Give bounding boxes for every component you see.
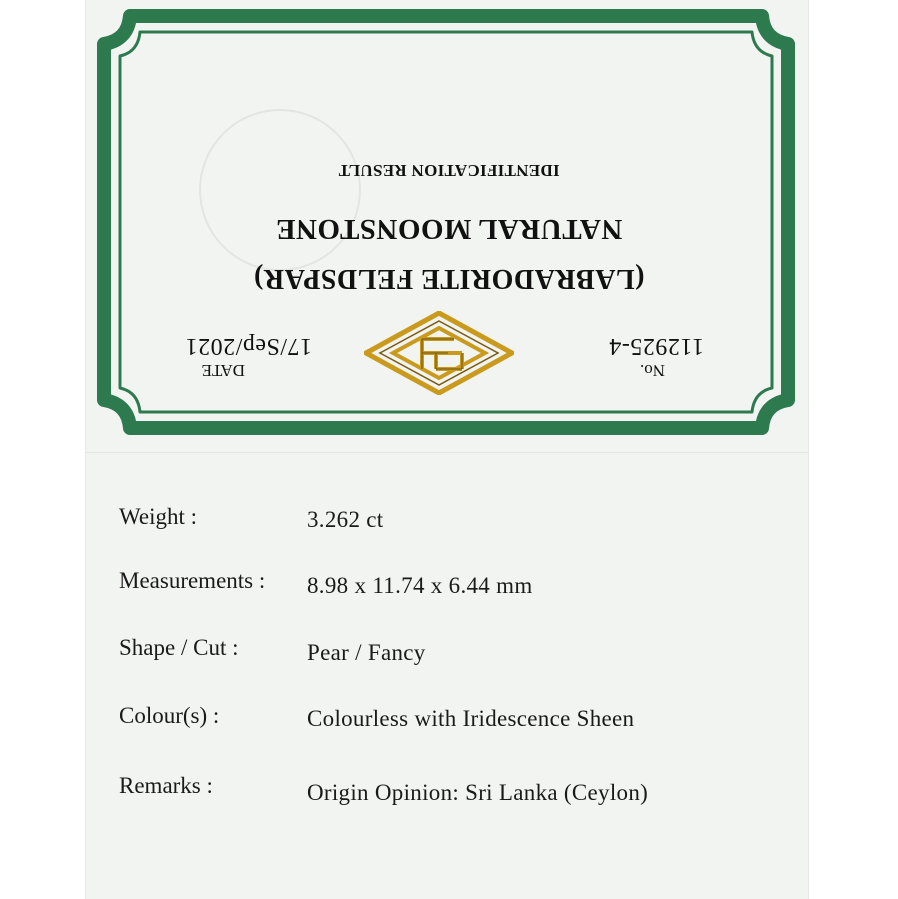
certificate-date: 17/Sep/2021 (185, 333, 312, 359)
laboratory-logo (364, 311, 514, 395)
colours-value: Colourless with Iridescence Sheen (307, 706, 635, 731)
colours-label: Colour(s) : (119, 703, 220, 728)
measurements-value: 8.98 x 11.74 x 6.44 mm (307, 573, 533, 598)
remarks-value: Origin Opinion: Sri Lanka (Ceylon) (307, 780, 649, 805)
certificate-number: 112925-4 (608, 333, 704, 359)
weight-label: Weight : (119, 504, 197, 529)
measurements-label: Measurements : (119, 568, 266, 593)
weight-value: 3.262 ct (307, 507, 384, 532)
result-title: NATURAL MOONSTONE (275, 213, 623, 245)
result-subtitle: (LABRADORITE FELDSPAR) (253, 263, 645, 294)
remarks-label: Remarks : (119, 773, 213, 798)
shape-cut-value: Pear / Fancy (307, 640, 426, 665)
date-label: DATE (201, 361, 245, 380)
number-label: No. (639, 361, 665, 380)
shape-cut-label: Shape / Cut : (119, 635, 239, 660)
result-heading: IDENTIFICATION RESULT (338, 161, 560, 180)
